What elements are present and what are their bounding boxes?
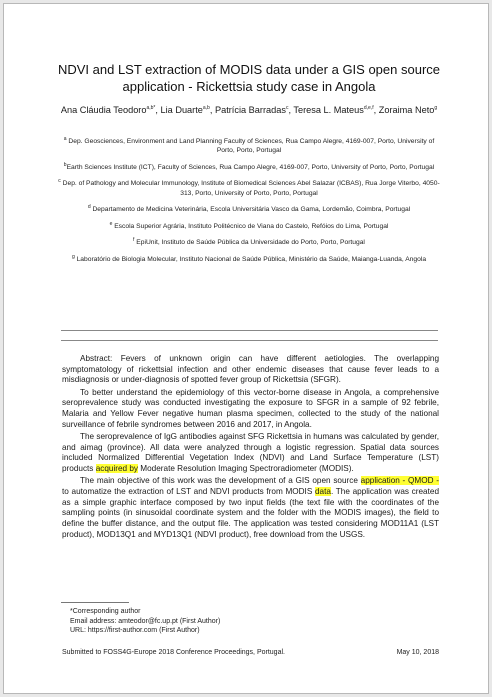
affiliation: $^g$ Laboratório de Biologia Molecular, Instituto Nacional de Saúde Pública, Ministério da Saúde, Maianga-Luanda, Angola <box>71 253 427 263</box>
paper-page <box>3 3 489 694</box>
author-sup: a,b* <box>146 104 156 111</box>
abstract-paragraph: Abstract: Fevers of unknown origin can have different aetiologies. The overlapping symptomatology of rickettsial infection and other endemic diseases that cause fever leads to a misdiagnosis or under-diagnosis of spotted fever group of Rickettsia (SFGR). <box>62 354 439 385</box>
divider <box>61 330 438 331</box>
affiliation: $^a$ Dep. Geosciences, Environment and Land Planning Faculty of Sciences, Rua Campo Alegre, 4169-007, Porto, University of Porto, Porto, Portugal <box>63 135 435 155</box>
author-name: Zoraima Neto <box>378 105 435 115</box>
paper-title: NDVI and LST extraction of MODIS data under a GIS open source application - Rickettsia study case in Angola <box>57 62 440 94</box>
author-sup: d,e,f <box>363 104 374 111</box>
author-sup: c <box>285 104 289 111</box>
divider <box>61 340 438 341</box>
author-name: Ana Cláudia Teodoro <box>60 105 147 115</box>
abstract-paragraph: The main objective of this work was the development of a GIS open source application - QMOD - to automatize the extraction of LST and NDVI products from MODIS data. The application was created as a simple graphic interface composed by two input fields (the text file with the coordinates of the sampling points (in sinusoidal coordinate system and the folder with the MODIS images), the field to define the buffer distance, and the output file. The application was tested considering MOD11A1 (LST product), MOD13Q1 and MYD13Q1 (NDVI product), free download from the USGS. <box>62 476 439 539</box>
affiliation-list <box>54 137 444 271</box>
affiliation: $^c$ Dep. of Pathology and Molecular Immunology, Institute of Biomedical Sciences Abel Salazar (ICBAS), Rua Jorge Viterbo, 4050-313, Porto, University of Porto, Porto, Portugal <box>58 178 440 197</box>
footer-submitted: Submitted to FOSS4G-Europe 2018 Conference Proceedings, Portugal. <box>62 649 285 656</box>
affiliation: $^f$ EpiUnit, Instituto de Saúde Pública da Universidade do Porto, Porto, Portugal <box>133 236 365 247</box>
affiliation: $^d$ Departamento de Medicina Veterinária, Escola Universitária Vasco da Gama, Lordemão, Coimbra, Portugal <box>87 203 411 214</box>
author-name: Teresa L. Mateus <box>293 105 364 115</box>
footer-date: May 10, 2018 <box>396 649 439 656</box>
page-footer <box>62 648 439 658</box>
abstract-paragraph: To better understand the epidemiology of this vector-borne disease in Angola, a comprehensive seroprevalence study was conducted investigating the exposure to SFGR in a sample of 92 febrile, Malaria and Yellow Fever negative human plasma specimen, collected to the study of the national surveillance of febrile syndromes between 2016 and 2017, in Angola. <box>62 387 439 429</box>
author-sup: g <box>434 104 438 111</box>
footnotes <box>70 607 430 636</box>
affiliation: $^e$ Escola Superior Agrária, Instituto Politécnico de Viana do Castelo, Refóios do Lima, Portugal <box>109 220 389 230</box>
highlighted-text: acquired by <box>95 464 139 474</box>
footnote-corresponding: *Corresponding author <box>70 608 141 615</box>
abstract-paragraph: The seroprevalence of IgG antibodies against SFG Rickettsia in humans was calculated by gender, and aimag (province). All data were analyzed through a logistic regression. Spatial data sources included Normalized Differential Vegetation Index (NDVI) and Land Surface Temperature (LST) products acquired by Moderate Resolution Imaging Spectroradiometer (MODIS). <box>62 431 439 474</box>
author-list: Ana Cláudia Teodoro$^{a,b*}$, Lia Duarte$^{a,b}$, Patrícia Barradas$^c$, Teresa L. Mateus$^{d,e,f}$, Zoraima Neto$^g$ <box>60 104 438 115</box>
highlighted-text: application - QMOD - <box>360 476 439 486</box>
author-name: Lia Duarte <box>160 105 203 115</box>
footnote-url: URL: https://first-author.com (First Author) <box>70 627 200 635</box>
footnote-email: Email address: amteodor@fc.up.pt (First Author) <box>70 617 221 625</box>
abstract <box>62 354 439 542</box>
highlighted-text: data <box>315 486 331 496</box>
author-sup: a,b <box>202 104 210 111</box>
author-name: Patrícia Barradas <box>214 105 286 115</box>
footnote-divider <box>61 602 129 603</box>
affiliation: $^b$Earth Sciences Institute (ICT), Faculty of Sciences, Rua Campo Alegre, 4169-007, Porto, University of Porto, Porto, Portugal <box>63 161 435 171</box>
